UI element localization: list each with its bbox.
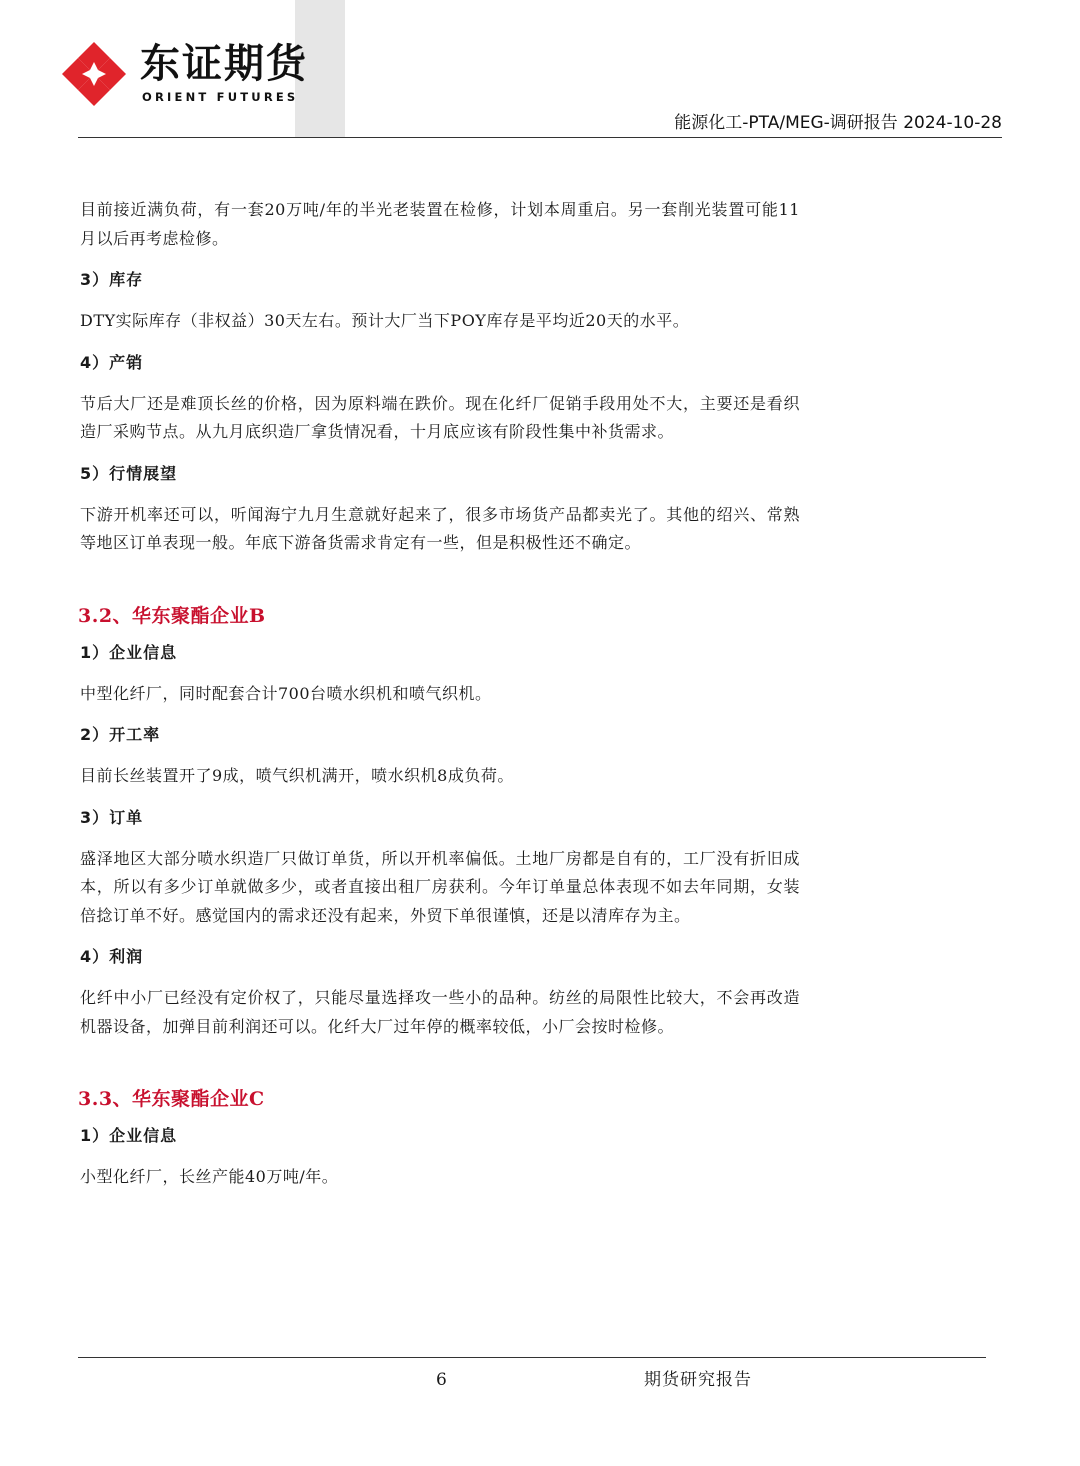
subsection-heading: 1）企业信息 xyxy=(80,642,178,662)
body-paragraph: 目前长丝装置开了9成，喷气织机满开，喷水织机8成负荷。 xyxy=(80,766,514,785)
orient-futures-logo-icon xyxy=(62,40,126,110)
subsection-heading: 3）订单 xyxy=(80,807,144,827)
report-body xyxy=(80,196,800,1205)
body-paragraph: 下游开机率还可以，听闻海宁九月生意就好起来了，很多市场货产品都卖光了。其他的绍兴、常熟等地区订单表现一般。年底下游备货需求肯定有一些，但是积极性还不确定。 xyxy=(80,504,800,552)
section-title: 3.3、华东聚酯企业C xyxy=(78,1088,265,1110)
page-number: 6 xyxy=(436,1370,447,1390)
report-title: 能源化工-PTA/MEG-调研报告 2024-10-28 xyxy=(674,113,1002,133)
subsection-heading: 3）库存 xyxy=(80,270,144,289)
body-paragraph: 小型化纤厂，长丝产能40万吨/年。 xyxy=(80,1167,339,1186)
footer-label: 期货研究报告 xyxy=(644,1370,752,1390)
brand-name-en: ORIENT FUTURES xyxy=(142,90,299,104)
body-paragraph: DTY实际库存（非权益）30天左右。预计大厂当下POY库存是平均近20天的水平。 xyxy=(80,311,690,330)
footer-divider xyxy=(78,1357,986,1358)
body-paragraph: 化纤中小厂已经没有定价权了，只能尽量选择攻一些小的品种。纺丝的局限性比较大，不会再改造机器设备，加弹目前利润还可以。化纤大厂过年停的概率较低，小厂会按时检修。 xyxy=(80,988,800,1036)
body-paragraph: 中型化纤厂，同时配套合计700台喷水织机和喷气织机。 xyxy=(80,683,492,703)
subsection-heading: 5）行情展望 xyxy=(80,463,178,483)
body-paragraph: 节后大厂还是难顶长丝的价格，因为原料端在跌价。现在化纤厂促销手段用处不大，主要还是看织造厂采购节点。从九月底织造厂拿货情况看，十月底应该有阶段性集中补货需求。 xyxy=(80,393,800,441)
subsection-heading: 1）企业信息 xyxy=(80,1126,178,1145)
subsection-heading: 4）利润 xyxy=(80,947,144,966)
body-paragraph: 盛泽地区大部分喷水织造厂只做订单货，所以开机率偏低。土地厂房都是自有的，工厂没有折旧成本，所以有多少订单就做多少，或者直接出租厂房获利。今年订单量总体表现不如去年同期，女装倍捻订单不好。感觉国内的需求还没有起来，外贸下单很谨慎，还是以清库存为主。 xyxy=(80,848,800,925)
section-title: 3.2、华东聚酯企业B xyxy=(78,604,266,627)
header-divider xyxy=(78,137,1002,138)
subsection-heading: 2）开工率 xyxy=(80,725,161,744)
brand-name-cn: 东证期货 xyxy=(140,41,308,87)
body-paragraph: 目前接近满负荷，有一套20万吨/年的半光老装置在检修，计划本周重启。另一套削光装置可能11月以后再考虑检修。 xyxy=(80,200,800,248)
subsection-heading: 4）产销 xyxy=(80,352,144,372)
